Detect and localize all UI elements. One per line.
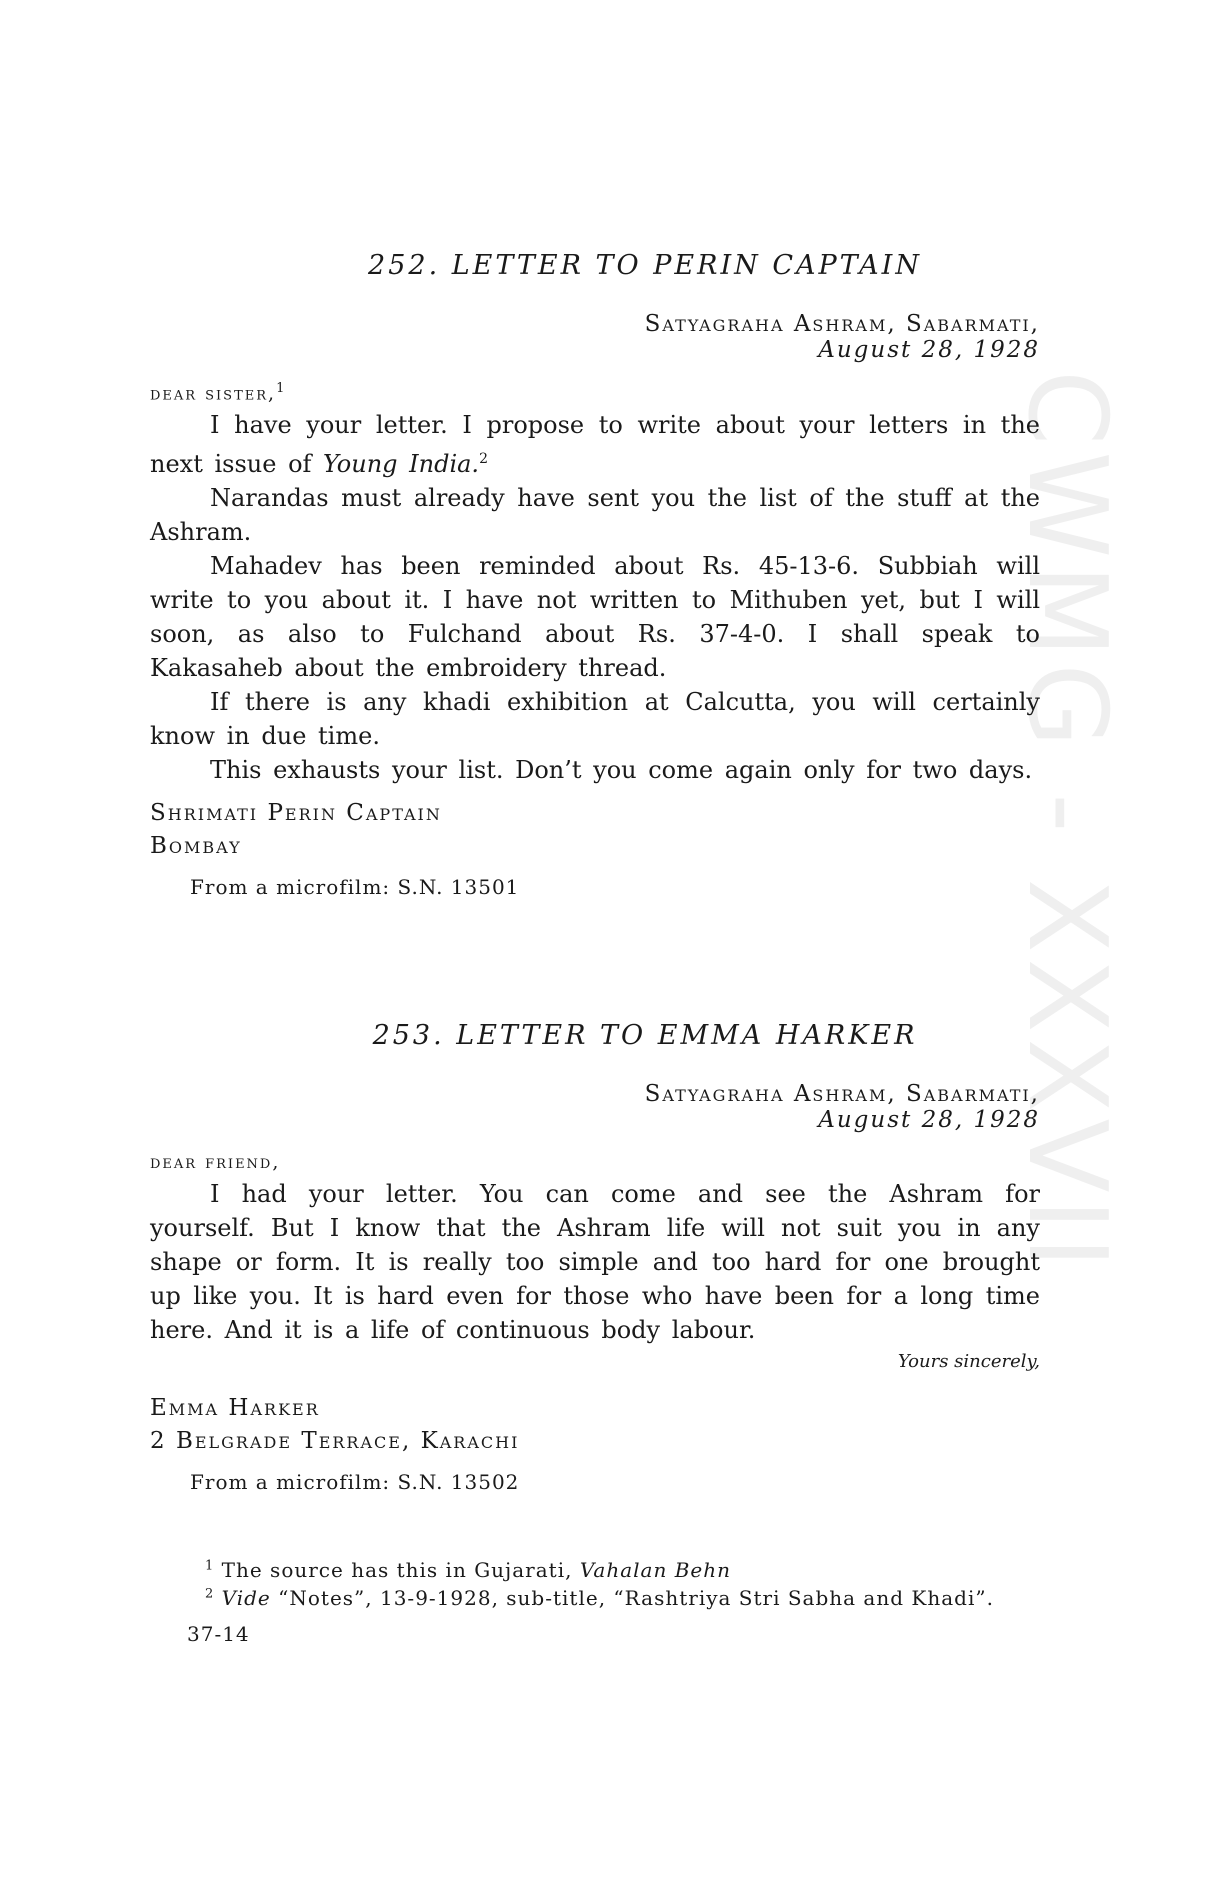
paragraph: This exhausts your list. Don’t you come again only for two days. [210,756,1033,785]
footnote [205,1558,1040,1582]
footnote-text: The source has this in Gujarati, [221,1558,580,1582]
address-line: Emma Harker [150,1395,320,1421]
paragraph: Narandas must already have sent you the list of the stuff at the Ashram. [150,484,1040,547]
salutation [150,381,1040,404]
source-note: From a microfilm: S.N. 13501 [190,875,520,900]
letter-252 [150,250,1040,899]
letter-place: Satyagraha Ashram, Sabarmati, [644,311,1040,337]
letter-date: August 28, 1928 [818,1107,1040,1133]
source-note: From a microfilm: S.N. 13502 [190,1470,520,1494]
recipient-address [150,797,1040,863]
salutation [150,1151,1040,1173]
address-line: Shrimati Perin Captain [150,800,442,827]
footnote [205,1586,1040,1610]
paragraph: If there is any khadi exhibition at Calcutta, you will certainly know in due time. [150,688,1040,751]
footnotes [150,1558,1040,1646]
letter-title: 252. LETTER TO PERIN CAPTAIN [368,250,922,281]
address-line: Bombay [150,833,242,860]
footnote-mark: 2 [479,451,488,468]
salutation-text: dear friend, [150,1151,281,1173]
letter-date: August 28, 1928 [818,337,1040,363]
watermark: CWMG - XXXVII [1004,370,1129,1275]
paragraph [150,408,1040,481]
page-code: 37-14 [187,1622,250,1646]
letter-title: 253. LETTER TO EMMA HARKER [372,1020,918,1051]
paragraph: I had your letter. You can come and see the Ashram for yourself. But I know that the Ashram life will not suit you in any shape or form. It is really too simple and too hard for one brought up like you. It is hard even for those who have been for a long time here. And it is a life of continuous body labour. [150,1180,1040,1344]
address-line: 2 Belgrade Terrace, Karachi [150,1428,520,1454]
footnote-italic: Vide [221,1586,271,1610]
letter-place: Satyagraha Ashram, Sabarmati, [644,1081,1040,1107]
letter-253 [150,1020,1040,1494]
footnote-text: “Notes”, 13-9-1928, sub-title, “Rashtriya Stri Sabha and Khadi”. [270,1586,994,1610]
footnote-mark: 1 [276,381,287,396]
footnote-mark: 1 [205,1558,215,1574]
paragraph-text: I have your letter. I propose to write about your letters in the next issue of [150,411,1040,479]
salutation-text: dear sister, [150,382,277,405]
italic-title: Young India. [323,450,480,479]
footnote-mark: 2 [205,1586,215,1602]
paragraph: Mahadev has been reminded about Rs. 45-13-6. Subbiah will write to you about it. I have not written to Mithuben yet, but I will soon, as also to Fulchand about Rs. 37-4-0. I shall speak to Kakasaheb about the embroidery thread. [150,552,1040,683]
recipient-address [150,1392,1040,1458]
closing: Yours sincerely, [897,1351,1040,1372]
footnote-italic: Vahalan Behn [579,1558,732,1582]
